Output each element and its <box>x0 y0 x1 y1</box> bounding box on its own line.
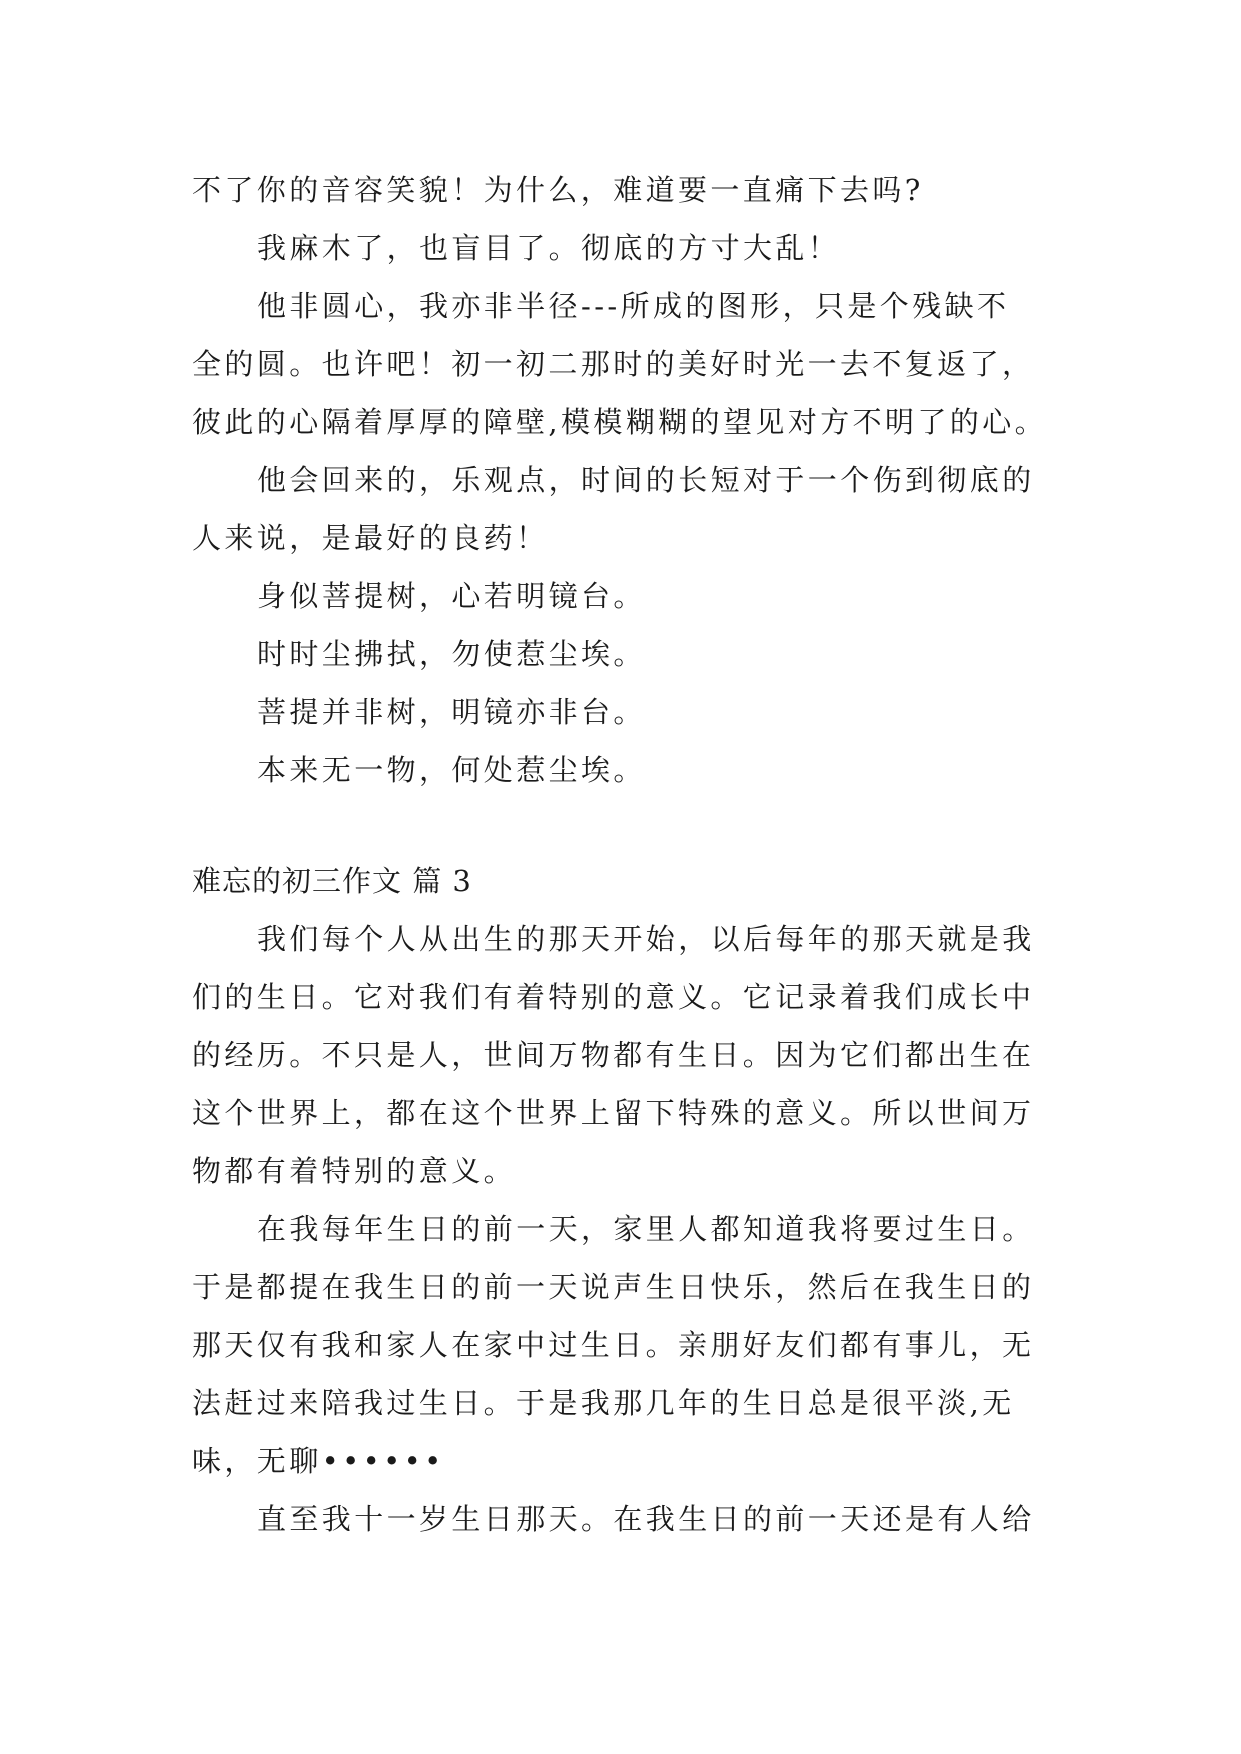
poem-line: 本来无一物，何处惹尘埃。 <box>257 753 646 787</box>
poem-line: 时时尘拂拭，勿使惹尘埃。 <box>257 637 646 671</box>
text-line: 那天仅有我和家人在家中过生日。亲朋好友们都有事儿，无 <box>192 1328 1035 1362</box>
poem-line: 身似菩提树，心若明镜台。 <box>257 579 646 613</box>
text-line: 他会回来的，乐观点，时间的长短对于一个伤到彻底的 <box>257 463 1035 497</box>
text-line: 他非圆心，我亦非半径---所成的图形，只是个残缺不 <box>257 289 1010 323</box>
text-line: 我麻木了，也盲目了。彻底的方寸大乱！ <box>257 231 841 265</box>
text-line: 直至我十一岁生日那天。在我生日的前一天还是有人给 <box>257 1502 1035 1536</box>
text-line: 不了你的音容笑貌！为什么，难道要一直痛下去吗? <box>192 173 924 207</box>
text-line: 在我每年生日的前一天，家里人都知道我将要过生日。 <box>257 1212 1035 1246</box>
text-line: 于是都提在我生日的前一天说声生日快乐，然后在我生日的 <box>192 1270 1035 1304</box>
poem-line: 菩提并非树，明镜亦非台。 <box>257 695 646 729</box>
text-line: 人来说，是最好的良药！ <box>192 521 549 555</box>
text-line: 法赶过来陪我过生日。于是我那几年的生日总是很平淡,无 <box>192 1386 1015 1420</box>
text-line: 们的生日。它对我们有着特别的意义。它记录着我们成长中 <box>192 980 1035 1014</box>
section-heading: 难忘的初三作文 篇 3 <box>192 864 472 898</box>
text-line: 的经历。不只是人，世间万物都有生日。因为它们都出生在 <box>192 1038 1035 1072</box>
text-line: 物都有着特别的意义。 <box>192 1154 517 1188</box>
text-line: 彼此的心隔着厚厚的障壁,模模糊糊的望见对方不明了的心。 <box>192 405 1048 439</box>
text-line: 这个世界上，都在这个世界上留下特殊的意义。所以世间万 <box>192 1096 1035 1130</box>
text-line: 我们每个人从出生的那天开始，以后每年的那天就是我 <box>257 922 1035 956</box>
text-line: 全的圆。也许吧！初一初二那时的美好时光一去不复返了， <box>192 347 1035 381</box>
text-line: 味，无聊•••••• <box>192 1444 445 1478</box>
